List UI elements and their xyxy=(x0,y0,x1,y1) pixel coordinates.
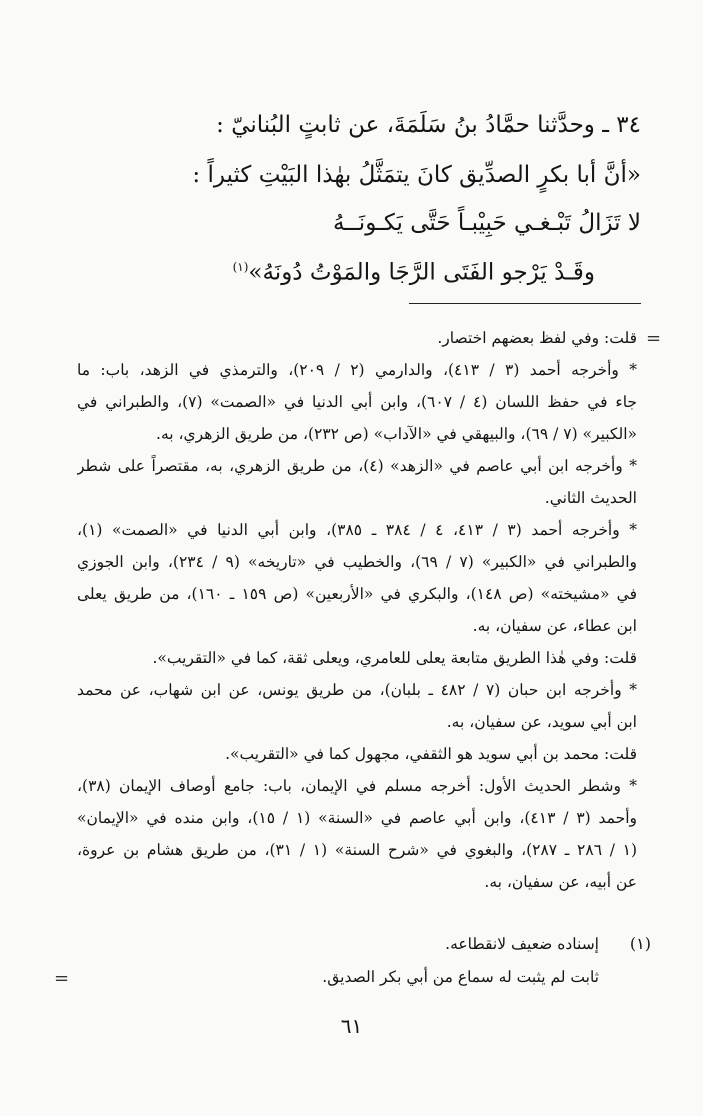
note-line: في «مشيخته» (ص ١٤٨)، والبكري في «الأربعين» (ص ١٥٩ ـ ١٦٠)، من طريق يعلى xyxy=(77,585,637,603)
note-line: * وأخرجه ابن حبان (٧ / ٤٨٢ ـ بلبان)، من طريق يونس، عن ابن شهاب، عن محمد xyxy=(77,681,637,699)
note-line: (١ / ٢٨٦ ـ ٢٨٧)، والبغوي في «شرح السنة» (١ / ٣١)، من طريق هشام بن عروة، xyxy=(77,841,637,859)
note-line: قلت: وفي لفظ بعضهم اختصار. xyxy=(437,329,637,347)
footnote-ref: (١) xyxy=(232,260,249,274)
footnote-block xyxy=(79,928,599,994)
note-line: جاء في حفظ اللسان (٤ / ٦٠٧)، وابن أبي الدنيا في «الصمت» (٧)، والطبراني في xyxy=(77,393,637,411)
note-line: * وشطر الحديث الأول: أخرجه مسلم في الإيمان، باب: جامع أوصاف الإيمان (٣٨)، xyxy=(77,777,637,795)
continuation-mark-bottom: = xyxy=(54,968,70,989)
page-number: ٦١ xyxy=(340,1014,363,1038)
note-line: والطبراني في «الكبير» (٧ / ٦٩)، والخطيب في «تاريخه» (٩ / ٢٣٤)، وابن الجوزي xyxy=(77,553,637,571)
verse-line-2-text: وقَـدْ يَرْجو الفَتَى الرَّجَا والمَوْتُ دُونَهُ» xyxy=(248,259,595,286)
note-line: «الكبير» (٧ / ٦٩)، والبيهقي في «الآداب» (ص ٢٣٢)، من طريق الزهري، به. xyxy=(156,425,637,443)
note-line: قلت: محمد بن أبي سويد هو الثقفي، مجهول كما في «التقريب». xyxy=(225,745,637,763)
notes-block xyxy=(77,322,637,898)
footnote-separator xyxy=(409,303,641,304)
note-line: وأحمد (٣ / ٤١٣)، وابن أبي عاصم في «السنة» (١ / ١٥)، وابن منده في «الإيمان» xyxy=(77,809,637,827)
footnote-line-2: ثابت لم يثبت له سماع من أبي بكر الصديق. xyxy=(322,968,599,986)
note-line: الحديث الثاني. xyxy=(544,489,637,507)
note-line: قلت: وفي هٰذا الطريق متابعة يعلى للعامري، ويعلى ثقة، كما في «التقريب». xyxy=(152,649,637,667)
hadith-text-line: «أنَّ أبا بكرٍ الصدِّيق كانَ يتمَثَّلُ بهٰذا البَيْتِ كثيراً : xyxy=(192,162,641,188)
continuation-mark-top: = xyxy=(646,328,662,349)
note-line: * وأخرجه أحمد (٣ / ٤١٣)، والدارمي (٢ / ٢٠٩)، والترمذي في الزهد، باب: ما xyxy=(77,361,637,379)
note-line: * وأخرجه أحمد (٣ / ٤١٣، ٤ / ٣٨٤ ـ ٣٨٥)، وابن أبي الدنيا في «الصمت» (١)، xyxy=(77,521,637,539)
note-line: ابن أبي سويد، عن سفيان، به. xyxy=(446,713,637,731)
note-line: ابن عطاء، عن سفيان، به. xyxy=(472,617,637,635)
verse-line-2 xyxy=(233,252,595,288)
verse-line-1: لا تَزَالُ تَبْـغـي حَبِيْبـاً حَتَّى يَكـونَــهُ xyxy=(333,210,641,236)
footnote-line-1: إسناده ضعيف لانقطاعه. xyxy=(445,935,599,953)
footnote-marker: (١) xyxy=(629,934,651,953)
hadith-chain-line: ٣٤ ـ وحدَّثنا حمَّادُ بنُ سَلَمَةَ، عن ثابتٍ البُنانيّ : xyxy=(216,112,641,138)
note-line: عن أبيه، عن سفيان، به. xyxy=(484,873,637,891)
note-line: * وأخرجه ابن أبي عاصم في «الزهد» (٤)، من طريق الزهري، به، مقتصراً على شطر xyxy=(77,457,637,475)
